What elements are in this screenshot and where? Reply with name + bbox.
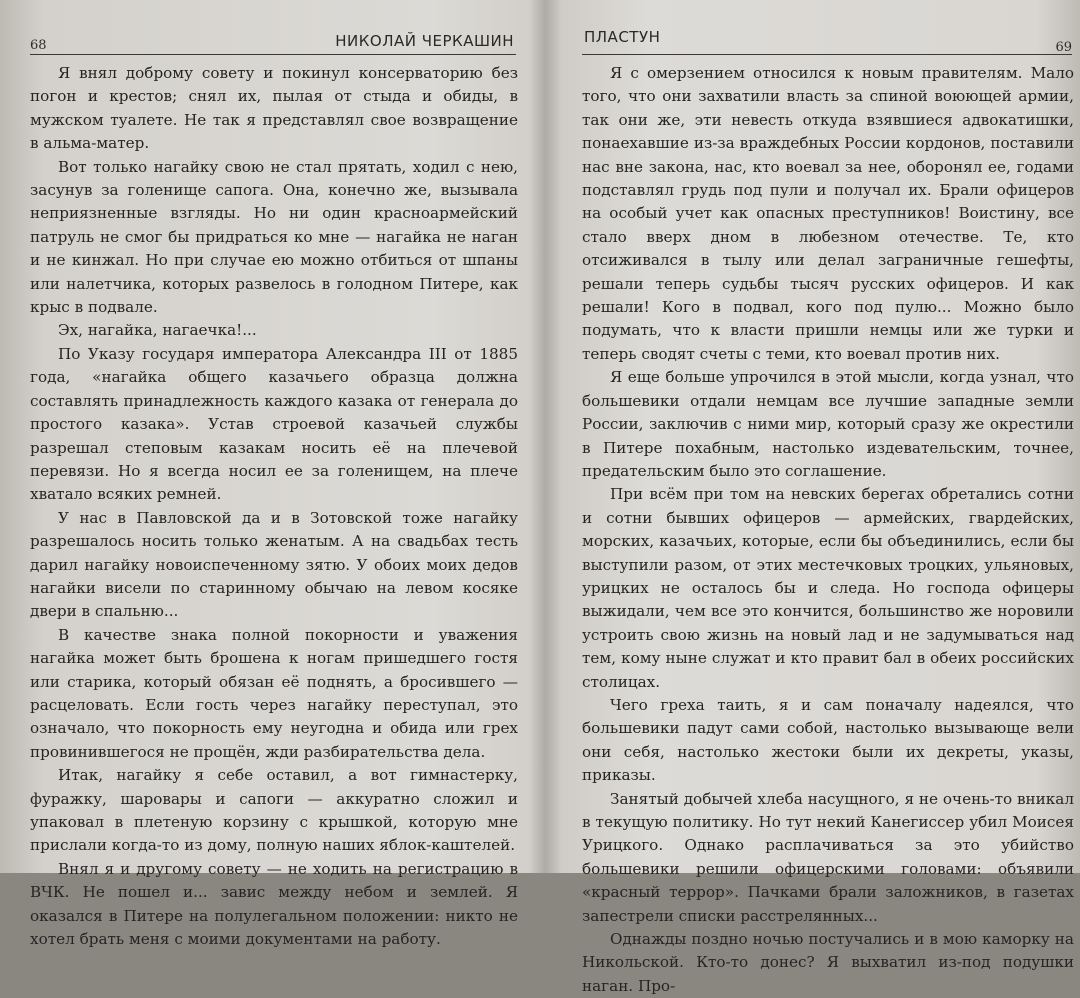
paragraph: В качестве знака полной покорности и уважения нагайка может быть брошена к ногам пришедшего гостя или старика, который обязан её поднять, а бросившего — расцеловать. Если гость через нагайку переступал, это означало, что покорность ему неугодна и обида или грех провинившегося не прощён, жди разбирательства дела.	[30, 625, 518, 761]
author-name: НИКОЛАЙ ЧЕРКАШИН	[335, 32, 514, 50]
paragraph: Я внял доброму совету и покинул консерваторию без погон и крестов; снял их, пылая от стыда и обиды, в мужском туалете. Не так я представлял свое возвращение в альма-матер.	[30, 64, 518, 153]
paragraph: Я еще больше упрочился в этой мысли, когда узнал, что большевики отдали немцам все лучшие западные земли России, заключив с ними мир, который сразу же окрестили в Питере похабным, настолько издевательским, точнее, предательским было это соглашение.	[582, 368, 1074, 480]
running-header-right	[582, 30, 1072, 55]
paragraph: Эх, нагайка, нагаечка!...	[58, 321, 257, 340]
book-title: ПЛАСТУН	[584, 28, 661, 46]
paragraph: Вот только нагайку свою не стал прятать, ходил с нею, засунув за голенище сапога. Она, конечно же, вызывала неприязненные взгляды. Но ни один красноармейский патруль не смог бы придраться ко мне — нагайка не наган и не кинжал. Но при случае ею можно отбиться от шпаны или налетчика, которых развелось в голодном Питере, как крыс в подвале.	[30, 157, 518, 317]
left-page	[0, 0, 530, 949]
paragraph: Чего греха таить, я и сам поначалу надеялся, что большевики падут сами собой, настолько вызывающе вели они себя, настолько жестоки были их декреты, указы, приказы.	[582, 695, 1074, 785]
right-page	[560, 0, 1080, 995]
paragraph: У нас в Павловской да и в Зотовской тоже нагайку разрешалось носить только женатым. А на свадьбах тесть дарил нагайку новоиспеченному зятю. У обоих моих дедов нагайки висели по старинному обычаю на левом косяке двери в спальню...	[30, 508, 518, 621]
paragraph: Я с омерзением относился к новым правителям. Мало того, что они захватили власть за спиной воюющей армии, так они же, эти невесть откуда взявшиеся адвокатишки, понаехавшие из-за враждебных России кордонов, поставили нас вне закона, нас, кто воевал за нее, оборонял ее, годами подставлял грудь под пули и получал их. Брали офицеров на особый учет как опасных преступников! Воистину, все стало вверх дном в любезном отечестве. Те, кто отсиживался в тылу или делал заграничные гешефты, решали теперь судьбы тысяч русских офицеров. И как решали! Кого в подвал, кого под пулю... Можно было подумать, что к власти пришли немцы или же турки и теперь сводят счеты с теми, кто воевал против них.	[582, 64, 1074, 363]
page-number: 69	[1055, 40, 1072, 55]
paragraph: Внял я и другому совету — не ходить на регистрацию в ВЧК. Не пошел и... завис между небом и землей. Я оказался в Питере на полулегальном положении: никто не хотел брать меня с моими документами на работу.	[30, 859, 518, 949]
paragraph: Занятый добычей хлеба насущного, я не очень-то вникал в текущую политику. Но тут некий Канегиссер убил Моисея Урицкого. Однако расплачиваться за это убийство большевики решили офицерскими головами: объявили «красный террор». Пачками брали заложников, в газетах запестрели списки расстрелянных...	[582, 789, 1074, 925]
left-page-text	[30, 62, 518, 951]
paragraph: Итак, нагайку я себе оставил, а вот гимнастерку, фуражку, шаровары и сапоги — аккуратно сложил и упаковал в плетеную корзину с крышкой, которую мне прислали когда-то из дому, полную наших яблок-каштелей.	[30, 766, 518, 855]
running-header-left	[30, 30, 516, 55]
page-number: 68	[30, 38, 47, 53]
paragraph: Однажды поздно ночью постучались и в мою каморку на Никольской. Кто-то донес? Я выхватил из-под подушки наган. Про-	[582, 930, 1074, 995]
paragraph: По Указу государя императора Александра III от 1885 года, «нагайка общего казачьего образца должна составлять принадлежность каждого казака от генерала до простого казака». Устав строевой казачьей службы разрешал степовым казакам носить её на плечевой перевязи. Но я всегда носил ее за голенищем, на плече хватало всяких ремней.	[30, 344, 518, 504]
paragraph: При всём при том на невских берегах обретались сотни и сотни бывших офицеров — армейских, гвардейских, морских, казачьих, которые, если бы объединились, если бы выступили разом, от этих местечковых троцких, ульяновых, урицких не осталось бы и следа. Но господа офицеры выжидали, чем все это кончится, большинство же норовили устроить свою жизнь на новый лад и не задумываться над тем, кому ныне служат и кто правит бал в обеих российских столицах.	[582, 485, 1074, 691]
right-page-text	[582, 62, 1074, 998]
